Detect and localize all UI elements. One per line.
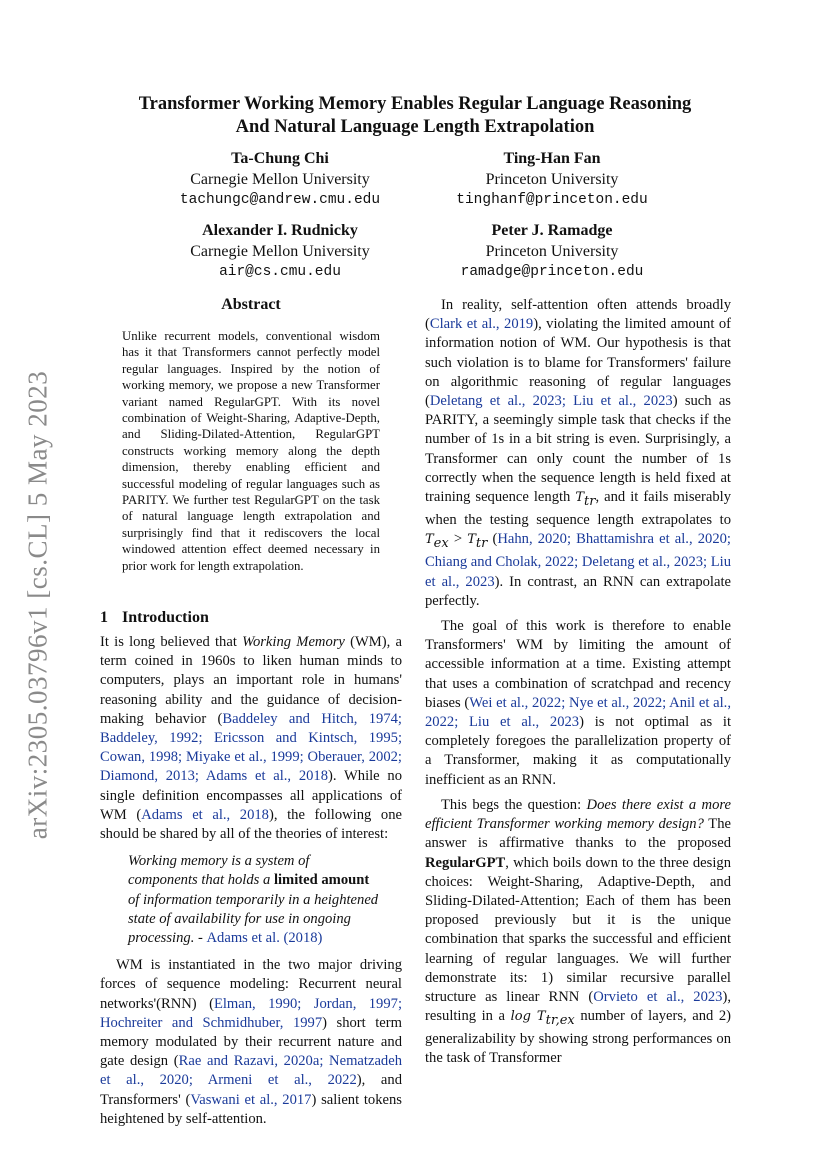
section-title: Introduction [122,609,209,626]
citation-link[interactable]: Deletang et al., 2023; Liu et al., 2023 [429,393,673,410]
citation-link[interactable]: Hahn, 2020; Bhattamishra et al., 2020; Chiang and Cholak, 2022; Deletang et al., 2023; Liu et al., 2023 [425,531,732,590]
author-email[interactable]: air@cs.cmu.edu [219,264,341,280]
paragraph: WM is instantiated in the two major driving forces of sequence modeling: Recurrent neural networks'(RNN) (Elman, 1990; Jordan, 1997; Hochreiter and Schmidhuber, 1997) short term memory modulated by their recurrent nature and gate design (Rae and Razavi, 2020a; Nematzadeh et al., 2020; Armeni et al., 2022), and Transformers' (Vaswani et al., 2017) salient tokens heightened by self-attention. [100,957,403,1127]
abstract-text: Unlike recurrent models, conventional wisdom has it that Transformers cannot perfectly model regular languages. Inspired by the notion of working memory, we propose a new Transformer variant named RegularGPT. With its novel combination of Weight-Sharing, Adaptive-Depth, and Sliding-Dilated-Attention, RegularGPT constructs working memory along the depth dimension, thereby enabling efficient and successful modeling of regular languages such as PARITY. We further test RegularGPT on the task of natural language length extrapolation and surprisingly find that it rediscovers the local windowed attention effect deemed necessary in prior work for length extrapolation. [122,329,380,573]
author-affiliation: Carnegie Mellon University [190,243,370,260]
arxiv-sidebar [18,360,58,850]
paper-title [100,93,730,139]
citation-link[interactable]: Vaswani et al., 2017 [190,1091,312,1108]
arxiv-identifier: arXiv:2305.03796v1 [cs.CL] 5 May 2023 [22,370,53,840]
author-name: Alexander I. Rudnicky [202,222,358,239]
title-line-2: And Natural Language Length Extrapolation [235,117,595,137]
author-affiliation: Princeton University [485,171,619,188]
author-name: Ting-Han Fan [503,150,601,167]
section-number: 1 [100,609,108,626]
block-quote: Working memory is a system of components that holds a limited amount of information temporarily in a heightened state of availability for use in ongoing processing. - Adams et al. (2018) [128,853,379,947]
author-block [402,220,702,283]
paragraph: This begs the question: Does there exist a more efficient Transformer working memory design? The answer is affirmative thanks to the proposed RegularGPT, which boils down to the three design choices: Weight-Sharing, Adaptive-Depth, and Sliding-Dilated-Attention; Each of them has been proposed previously but it is the unique combination that sparks the successful and efficient learning of regular languages. We will further demonstrate its: 1) similar recursive parallel structure as linear RNN (Orvieto et al., 2023), resulting in a $\log T_{tr,ex}$ number of layers, and 2) generalizability by showing strong performances on the task of Transformer [425,796,731,1067]
right-column-body [425,296,731,1069]
left-column-body [100,633,402,1129]
author-affiliation: Princeton University [485,243,619,260]
citation-link[interactable]: Adams et al., 2018 [141,806,269,823]
citation-link[interactable]: Rae and Razavi, 2020a; Nematzadeh et al., 2020; Armeni et al., 2022 [100,1053,402,1089]
author-block [402,148,702,211]
citation-link[interactable]: Wei et al., 2022; Nye et al., 2022; Anil et al., 2022; Liu et al., 2023 [425,694,731,731]
author-affiliation: Carnegie Mellon University [190,171,370,188]
author-email[interactable]: ramadge@princeton.edu [460,264,644,280]
paragraph: The goal of this work is therefore to enable Transformers' WM by limiting the amount of accessible information at a time. Existing attempt that uses a combination of scratchpad and recency biases (Wei et al., 2022; Nye et al., 2022; Anil et al., 2022; Liu et al., 2023) is not optimal as it completely foregoes the parallelization property of a Transformer, making it as computationally inefficient as an RNN. [425,618,732,788]
title-line-1: Transformer Working Memory Enables Regular Language Reasoning [138,94,692,114]
author-block [130,148,430,211]
citation-link[interactable]: Elman, 1990; Jordan, 1997; Hochreiter and Schmidhuber, 1997 [100,995,403,1031]
section-heading-introduction [100,609,209,627]
paragraph: In reality, self-attention often attends broadly (Clark et al., 2019), violating the limited amount of information notion of WM. Our hypothesis is that such violation is to blame for Transformers' failure on algorithmic reasoning of regular languages (Deletang et al., 2023; Liu et al., 2023) such as PARITY, a seemingly simple task that checks if the number of 1s in a bit string is even. Surprisingly, a Transformer can only count the number of 1s correctly when the sequence length is held fixed at training sequence length $T_{tr}$, and it fails miserably when the testing sequence length extrapolates to $T_{ex} > T_{tr}$ (Hahn, 2020; Bhattamishra et al., 2020; Chiang and Cholak, 2022; Deletang et al., 2023; Liu et al., 2023). In contrast, an RNN can extrapolate perfectly. [425,297,732,609]
citation-link[interactable]: Baddeley and Hitch, 1974; Baddeley, 1992; Ericsson and Kintsch, 1995; Cowan, 1998; Miyake et al., 1999; Oberauer, 2002; Diamond, 2013; Adams et al., 2018 [100,710,402,785]
author-name: Peter J. Ramadge [491,222,613,239]
author-block [130,220,430,283]
author-email[interactable]: tachungc@andrew.cmu.edu [179,192,381,208]
abstract-heading: Abstract [221,296,281,313]
citation-link[interactable]: Adams et al. (2018) [206,930,323,947]
author-email[interactable]: tinghanf@princeton.edu [456,192,648,208]
citation-link[interactable]: Clark et al., 2019 [429,316,534,333]
paragraph: It is long believed that Working Memory (WM), a term coined in 1960s to liken human minds to computers, plays an important role in humans' reasoning ability and the guidance of decision-making behavior (Baddeley and Hitch, 1974; Baddeley, 1992; Ericsson and Kintsch, 1995; Cowan, 1998; Miyake et al., 1999; Oberauer, 2002; Diamond, 2013; Adams et al., 2018). While no single definition encompasses all applications of WM (Adams et al., 2018), the following one should be shared by all of the theories of interest: [100,634,402,843]
author-name: Ta-Chung Chi [231,150,329,167]
citation-link[interactable]: Orvieto et al., 2023 [593,988,723,1005]
